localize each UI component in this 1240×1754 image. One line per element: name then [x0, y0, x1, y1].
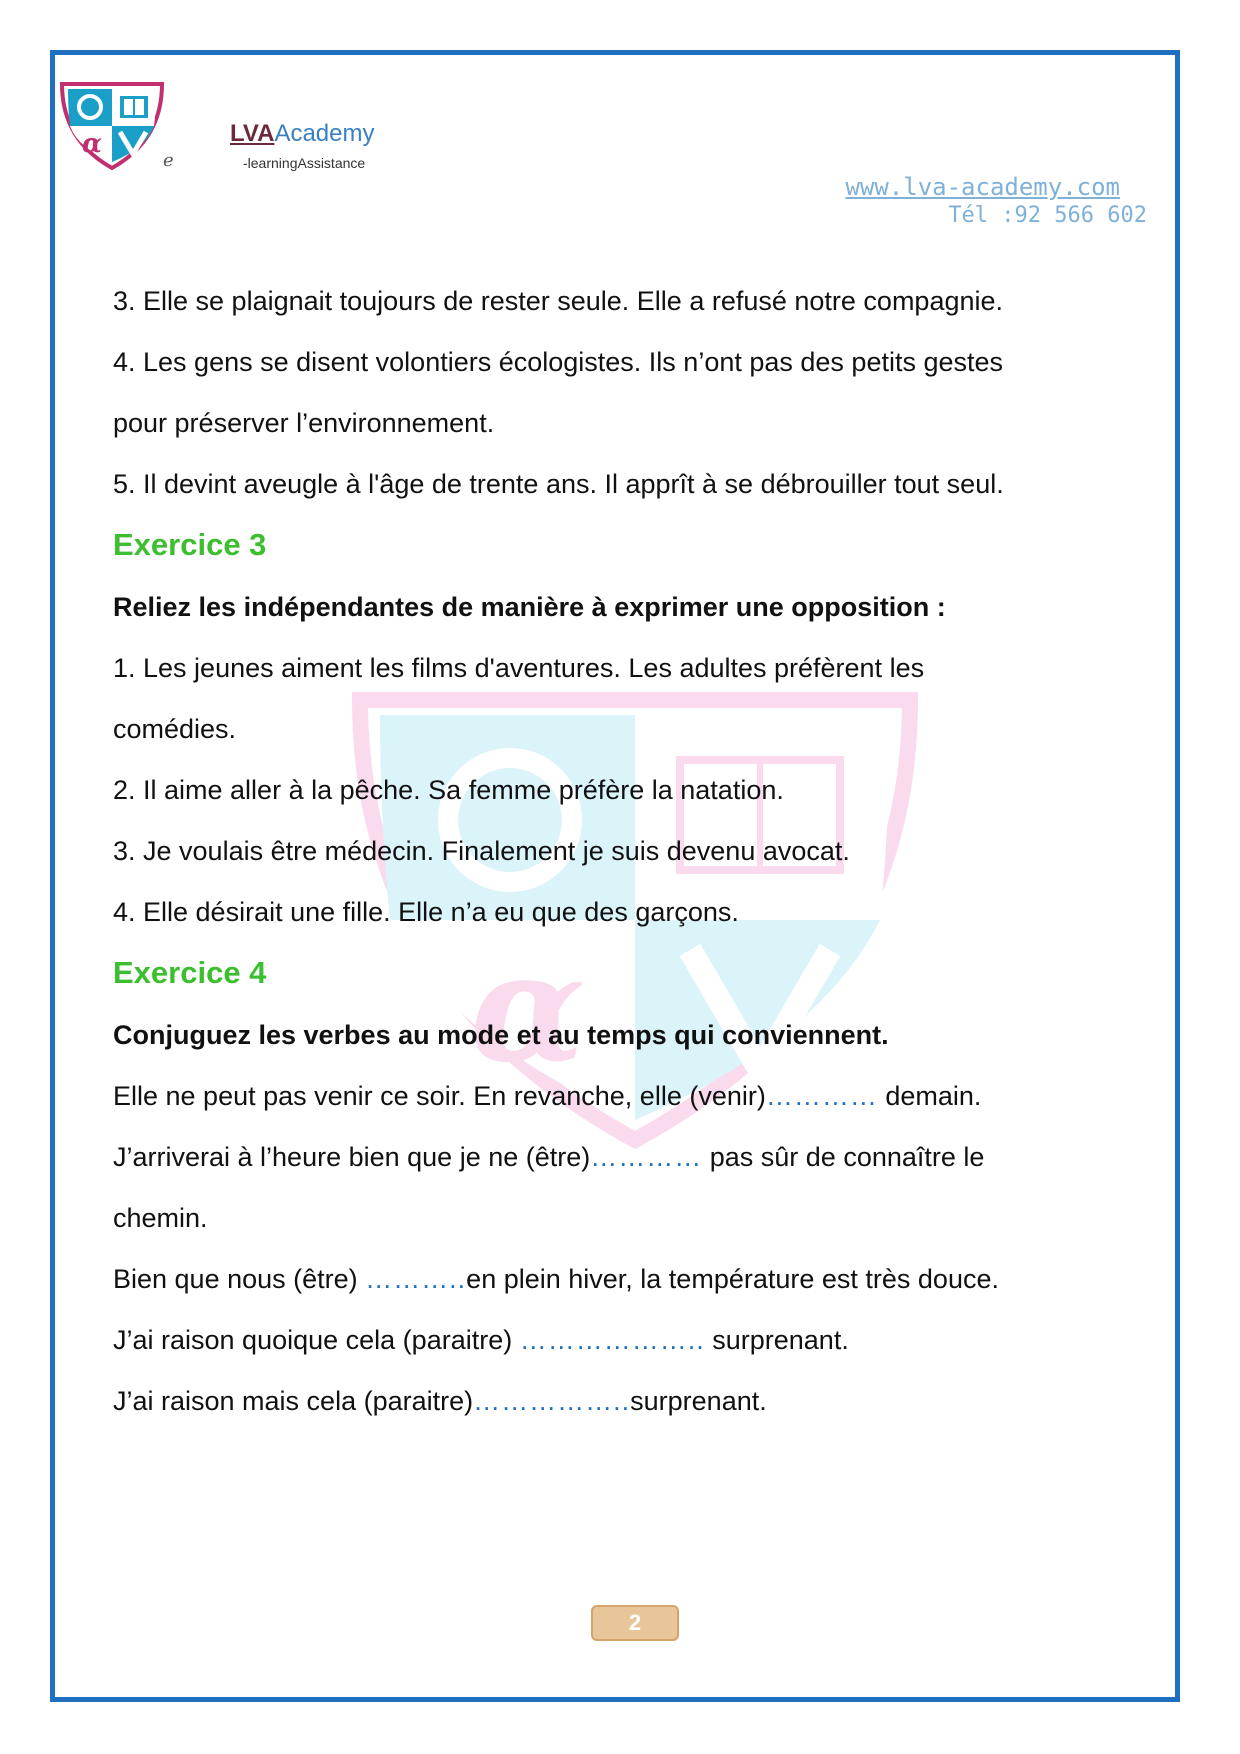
- fill-in-line: [113, 1195, 1143, 1256]
- website-link[interactable]: www.lva-academy.com: [845, 173, 1120, 201]
- text-line: pour préserver l’environnement.: [113, 408, 495, 438]
- line-text: en plein hiver, la température est très douce.: [466, 1264, 999, 1294]
- answer-blank[interactable]: …………: [765, 1081, 878, 1111]
- fill-in-line: [113, 1134, 1143, 1195]
- brand-name: [230, 120, 374, 148]
- line-text: Bien que nous (être): [113, 1264, 366, 1294]
- line-text: chemin.: [113, 1203, 208, 1233]
- line-text: demain.: [877, 1081, 982, 1111]
- line-text: J’ai raison mais cela (paraitre): [113, 1386, 474, 1416]
- line-text: J’arriverai à l’heure bien que je ne (être): [113, 1142, 591, 1172]
- brand-subtitle: -learningAssistance: [243, 155, 366, 171]
- fill-in-line: [113, 1256, 1143, 1317]
- text-line: comédies.: [113, 714, 237, 744]
- line-text: Elle ne peut pas venir ce soir. En revanche, elle (venir): [113, 1081, 766, 1111]
- answer-blank[interactable]: ………………..: [519, 1325, 705, 1355]
- svg-text:α: α: [82, 129, 103, 159]
- text-line: 4. Elle désirait une fille. Elle n’a eu que des garçons.: [113, 897, 739, 927]
- text-line: 2. Il aime aller à la pêche. Sa femme préfère la natation.: [113, 775, 784, 805]
- text-line: 5. Il devint aveugle à l'âge de trente ans. Il apprît à se débrouiller tout seul.: [113, 469, 1004, 499]
- svg-text:α: α: [470, 920, 586, 1096]
- exercise4-instruction: Conjuguez les verbes au mode et au temps qui conviennent.: [113, 1020, 889, 1050]
- line-text: surprenant.: [704, 1325, 849, 1355]
- logo-shield-icon: [58, 80, 166, 172]
- phone-number: Tél :92 566 602: [948, 203, 1147, 228]
- text-line: 4. Les gens se disent volontiers écologistes. Ils n’ont pas des petits gestes: [113, 347, 1004, 377]
- exercise3-title: Exercice 3: [113, 527, 267, 562]
- answer-blank[interactable]: ……………..: [473, 1386, 631, 1416]
- text-line: 3. Elle se plaignait toujours de rester seule. Elle a refusé notre compagnie.: [113, 286, 1004, 316]
- answer-blank[interactable]: …………: [590, 1142, 703, 1172]
- line-text: pas sûr de connaître le: [702, 1142, 985, 1172]
- brand-lva: LVA: [230, 120, 275, 147]
- line-text: surprenant.: [630, 1386, 767, 1416]
- page-number-badge: 2: [591, 1605, 679, 1641]
- answer-blank[interactable]: ………..: [365, 1264, 467, 1294]
- fill-in-line: [113, 1073, 1143, 1134]
- text-line: 1. Les jeunes aiment les films d'aventures. Les adultes préfèrent les: [113, 653, 925, 683]
- logo-e-mark: e: [163, 150, 174, 171]
- page-content: [113, 278, 1143, 1439]
- fill-in-line: [113, 1317, 1143, 1378]
- text-line: 3. Je voulais être médecin. Finalement je suis devenu avocat.: [113, 836, 850, 866]
- exercise4-title: Exercice 4: [113, 955, 267, 990]
- exercise3-instruction: Reliez les indépendantes de manière à exprimer une opposition :: [113, 592, 946, 622]
- fill-in-line: [113, 1378, 1143, 1439]
- line-text: J’ai raison quoique cela (paraitre): [113, 1325, 520, 1355]
- brand-academy: Academy: [274, 120, 375, 147]
